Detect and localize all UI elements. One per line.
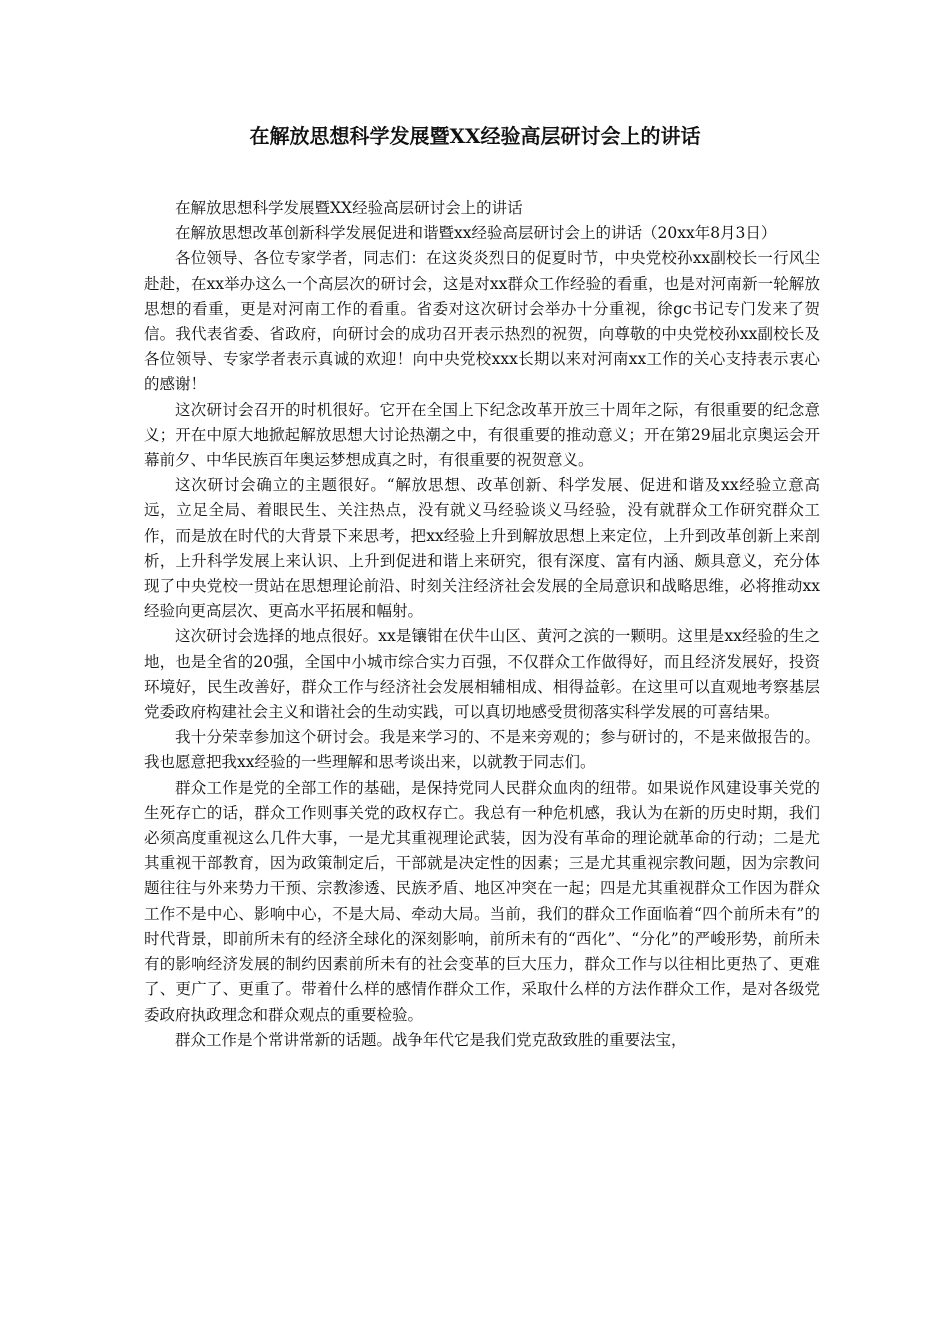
paragraph: 我十分荣幸参加这个研讨会。我是来学习的、不是来旁观的；参与研讨的，不是来做报告的。我也愿意把我xx经验的一些理解和思考谈出来，以就教于同志们。 <box>144 728 820 772</box>
document-title: 在解放思想科学发展暨XX经验高层研讨会上的讲话 <box>249 124 701 148</box>
document-body <box>144 196 820 1053</box>
paragraph: 在解放思想科学发展暨XX经验高层研讨会上的讲话 <box>175 199 523 217</box>
paragraph: 在解放思想改革创新科学发展促进和谐暨xx经验高层研讨会上的讲话（20xx年8月3日） <box>175 224 777 243</box>
paragraph: 群众工作是个常讲常新的话题。战争年代它是我们党克敌致胜的重要法宝， <box>175 1030 687 1049</box>
paragraph: 群众工作是党的全部工作的基础，是保持党同人民群众血肉的纽带。如果说作风建设事关党的生死存亡的话，群众工作则事关党的政权存亡。我总有一种危机感，我认为在新的历史时期，我们必须高度重视这么几件大事，一是尤其重视理论武装，因为没有革命的理论就革命的行动；二是尤其重视干部教育，因为政策制定后，干部就是决定性的因素；三是尤其重视宗教问题，因为宗教问题往往与外来势力干预、宗教渗透、民族矛盾、地区冲突在一起；四是尤其重视群众工作因为群众工作不是中心、影响中心，不是大局、牵动大局。当前，我们的群众工作面临着“四个前所未有”的时代背景，即前所未有的经济全球化的深刻影响，前所未有的“西化”、“分化”的严峻形势，前所未有的影响经济发展的制约因素前所未有的社会变革的巨大压力，群众工作与以往相比更热了、更难了、更广了、更重了。带着什么样的感情作群众工作，采取什么样的方法作群众工作，是对各级党委政府执政理念和群众观点的重要检验。 <box>144 778 820 1024</box>
paragraph: 各位领导、各位专家学者，同志们：在这炎炎烈日的促夏时节，中央党校孙xx副校长一行风尘赴赴，在xx举办这么一个高层次的研讨会，这是对xx群众工作经验的看重，也是对河南新一轮解放思想的看重，更是对河南工作的看重。省委对这次研讨会举办十分重视，徐gc书记专门发来了贺信。我代表省委、省政府，向研讨会的成功召开表示热烈的祝贺，向尊敬的中央党校孙xx副校长及各位领导、专家学者表示真诚的欢迎！向中央党校xxx长期以来对河南xx工作的关心支持表示衷心的感谢！ <box>144 249 820 394</box>
paragraph: 这次研讨会召开的时机很好。它开在全国上下纪念改革开放三十周年之际，有很重要的纪念意义；开在中原大地掀起解放思想大讨论热潮之中，有很重要的推动意义；开在第29届北京奥运会开幕前夕、中华民族百年奥运梦想成真之时，有很重要的祝贺意义。 <box>144 400 820 470</box>
paragraph: 这次研讨会选择的地点很好。xx是镶钳在伏牛山区、黄河之滨的一颗明。这里是xx经验的生之地，也是全省的20强，全国中小城市综合实力百强，不仅群众工作做得好，而且经济发展好，投资环境好，民生改善好，群众工作与经济社会发展相辅相成、相得益彰。在这里可以直观地考察基层党委政府构建社会主义和谐社会的生动实践，可以真切地感受贯彻落实科学发展的可喜结果。 <box>144 627 821 722</box>
paragraph: 这次研讨会确立的主题很好。“解放思想、改革创新、科学发展、促进和谐及xx经验立意高远，立足全局、着眼民生、关注热点，没有就义马经验谈义马经验，没有就群众工作研究群众工作，而是放在时代的大背景下来思考，把xx经验上升到解放思想上来定位，上升到改革创新上来剖析，上升科学发展上来认识、上升到促进和谐上来研究，很有深度、富有内涵、颇具意义，充分体现了中央党校一贯站在思想理论前沿、时刻关注经济社会发展的全局意识和战略思维，必将推动xx经验向更高层次、更高水平拓展和幅射。 <box>144 476 820 621</box>
